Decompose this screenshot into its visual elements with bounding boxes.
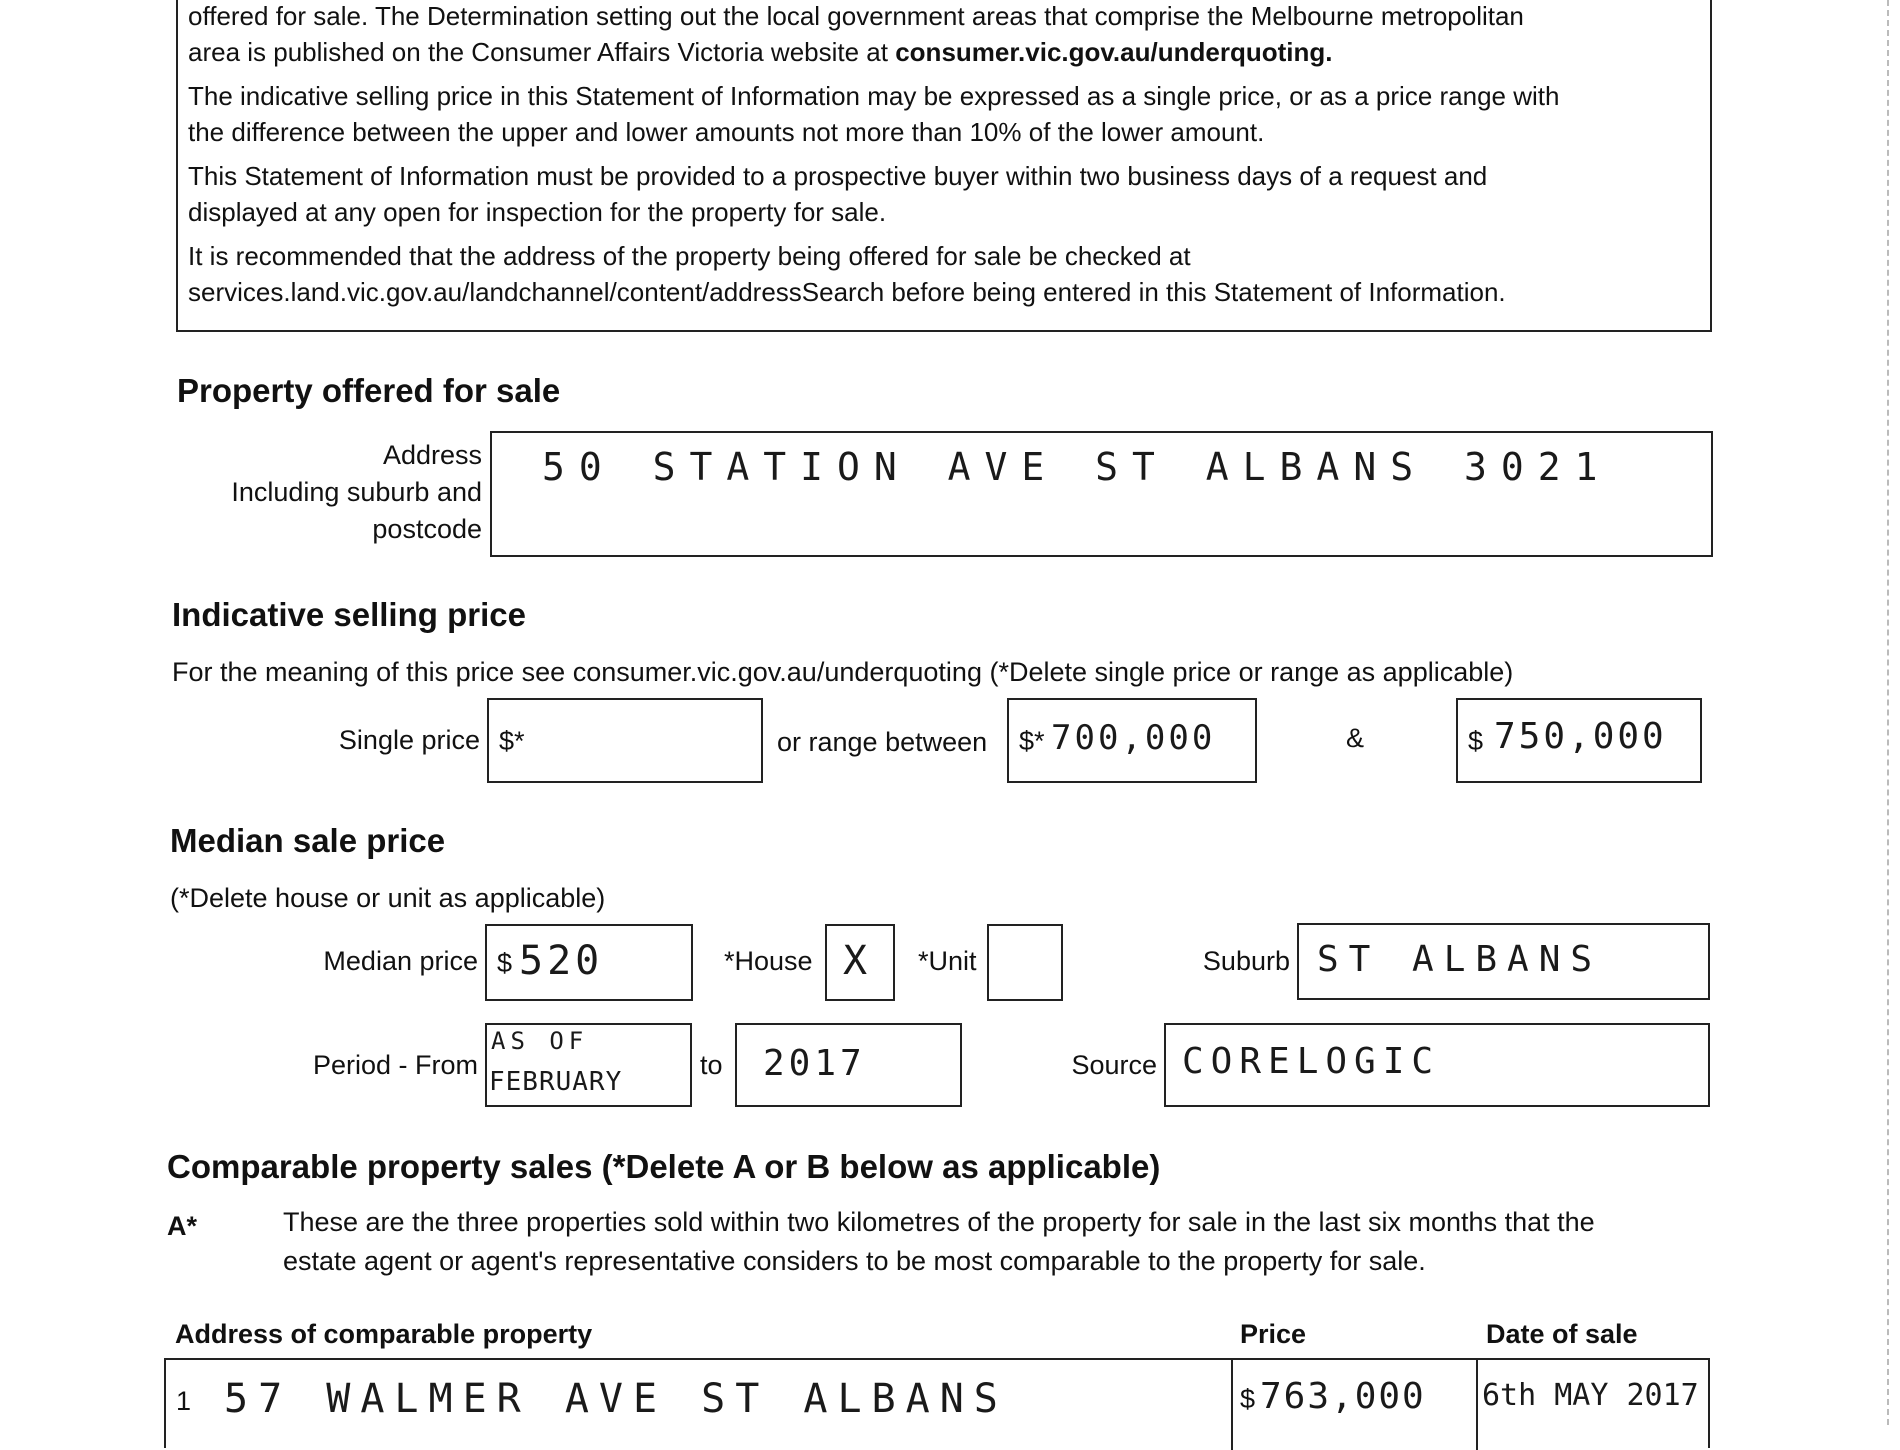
house-mark: X bbox=[843, 938, 868, 984]
col-price-header: Price bbox=[1240, 1319, 1307, 1349]
source-field[interactable] bbox=[1164, 1023, 1710, 1107]
range-low-field[interactable] bbox=[1007, 698, 1257, 783]
row-price: 763,000 bbox=[1260, 1376, 1426, 1417]
house-checkbox[interactable] bbox=[825, 924, 895, 1001]
source-label: Source bbox=[1071, 1050, 1157, 1080]
indicative-note: For the meaning of this price see consumer.vic.gov.au/underquoting (*Delete single price or range as applicable) bbox=[172, 657, 1514, 687]
option-a-label: A* bbox=[167, 1211, 198, 1241]
intro-para4-line2: services.land.vic.gov.au/landchannel/content/addressSearch before being entered in this Statement of Information. bbox=[188, 277, 1506, 307]
range-low-value: 700,000 bbox=[1051, 718, 1216, 758]
row-address: 57 WALMER AVE ST ALBANS bbox=[224, 1376, 1008, 1422]
median-price-value: 520 bbox=[519, 938, 604, 984]
period-to-value: 2017 bbox=[763, 1043, 866, 1084]
source-value: CORELOGIC bbox=[1182, 1041, 1441, 1082]
period-from-line1: AS OF bbox=[491, 1027, 589, 1055]
period-from-field[interactable] bbox=[485, 1023, 692, 1107]
range-label: or range between bbox=[777, 727, 988, 757]
scan-edge-line bbox=[1887, 0, 1889, 1425]
row-price-prefix: $ bbox=[1240, 1384, 1256, 1414]
median-heading: Median sale price bbox=[170, 822, 446, 859]
option-a-text-line1: These are the three properties sold within two kilometres of the property for sale in the last six months that the bbox=[283, 1207, 1595, 1237]
address-label: Address bbox=[382, 440, 482, 470]
col-address-header: Address of comparable property bbox=[175, 1319, 593, 1349]
intro-para3-line1: This Statement of Information must be provided to a prospective buyer within two business days of a request and bbox=[188, 161, 1488, 191]
single-price-prefix: $* bbox=[499, 726, 525, 756]
unit-checkbox[interactable] bbox=[987, 924, 1063, 1001]
median-price-prefix: $ bbox=[497, 948, 513, 978]
intro-para3-line2: displayed at any open for inspection for the property for sale. bbox=[188, 197, 887, 227]
range-high-prefix: $ bbox=[1468, 726, 1484, 756]
address-value: 50 STATION AVE ST ALBANS 3021 bbox=[542, 445, 1612, 489]
single-price-field[interactable] bbox=[487, 698, 763, 783]
intro-para4-line1: It is recommended that the address of the property being offered for sale be checked at bbox=[188, 241, 1191, 271]
house-label: *House bbox=[724, 946, 813, 976]
median-price-field[interactable] bbox=[485, 924, 693, 1001]
range-high-field[interactable] bbox=[1456, 698, 1702, 783]
suburb-value: ST ALBANS bbox=[1317, 939, 1603, 980]
property-heading: Property offered for sale bbox=[177, 372, 561, 409]
intro-para1-line2 bbox=[188, 34, 1698, 70]
table-row bbox=[166, 1360, 1712, 1450]
intro-box bbox=[176, 0, 1712, 332]
col-date-header: Date of sale bbox=[1486, 1319, 1638, 1349]
suburb-label: Suburb bbox=[1202, 946, 1290, 976]
to-label: to bbox=[700, 1050, 723, 1080]
median-note: (*Delete house or unit as applicable) bbox=[170, 883, 606, 913]
range-and: & bbox=[1346, 723, 1365, 753]
range-low-prefix: $* bbox=[1019, 726, 1045, 756]
suburb-field[interactable] bbox=[1297, 923, 1710, 1000]
intro-para1-line1: offered for sale. The Determination setting out the local government areas that comprise the Melbourne metropolitan bbox=[188, 1, 1524, 31]
row-date: 6th MAY 2017 bbox=[1482, 1378, 1699, 1413]
intro-para2-line2: the difference between the upper and lower amounts not more than 10% of the lower amount. bbox=[188, 117, 1265, 147]
median-price-label: Median price bbox=[323, 946, 478, 976]
unit-label: *Unit bbox=[918, 946, 977, 976]
range-high-value: 750,000 bbox=[1494, 716, 1667, 757]
address-label-suburb: Including suburb and bbox=[231, 477, 482, 507]
option-a-text-line2: estate agent or agent's representative considers to be most comparable to the property for sale. bbox=[283, 1246, 1426, 1276]
intro-para1-line2-text: area is published on the Consumer Affairs Victoria website at bbox=[188, 37, 896, 67]
single-price-label: Single price bbox=[338, 725, 480, 755]
period-from-line2: FEBRUARY bbox=[489, 1067, 623, 1097]
period-to-field[interactable] bbox=[735, 1023, 962, 1107]
address-field[interactable] bbox=[490, 431, 1713, 557]
period-from-label: Period - From bbox=[312, 1050, 478, 1080]
indicative-heading: Indicative selling price bbox=[172, 596, 526, 633]
address-label-postcode: postcode bbox=[372, 514, 482, 544]
intro-link: consumer.vic.gov.au/underquoting. bbox=[895, 37, 1333, 67]
comparable-heading: Comparable property sales (*Delete A or B below as applicable) bbox=[167, 1148, 1161, 1185]
comparable-table bbox=[164, 1358, 1710, 1448]
intro-para2-line1: The indicative selling price in this Statement of Information may be expressed as a single price, or as a price range with bbox=[188, 81, 1560, 111]
row-number: 1 bbox=[176, 1386, 192, 1416]
